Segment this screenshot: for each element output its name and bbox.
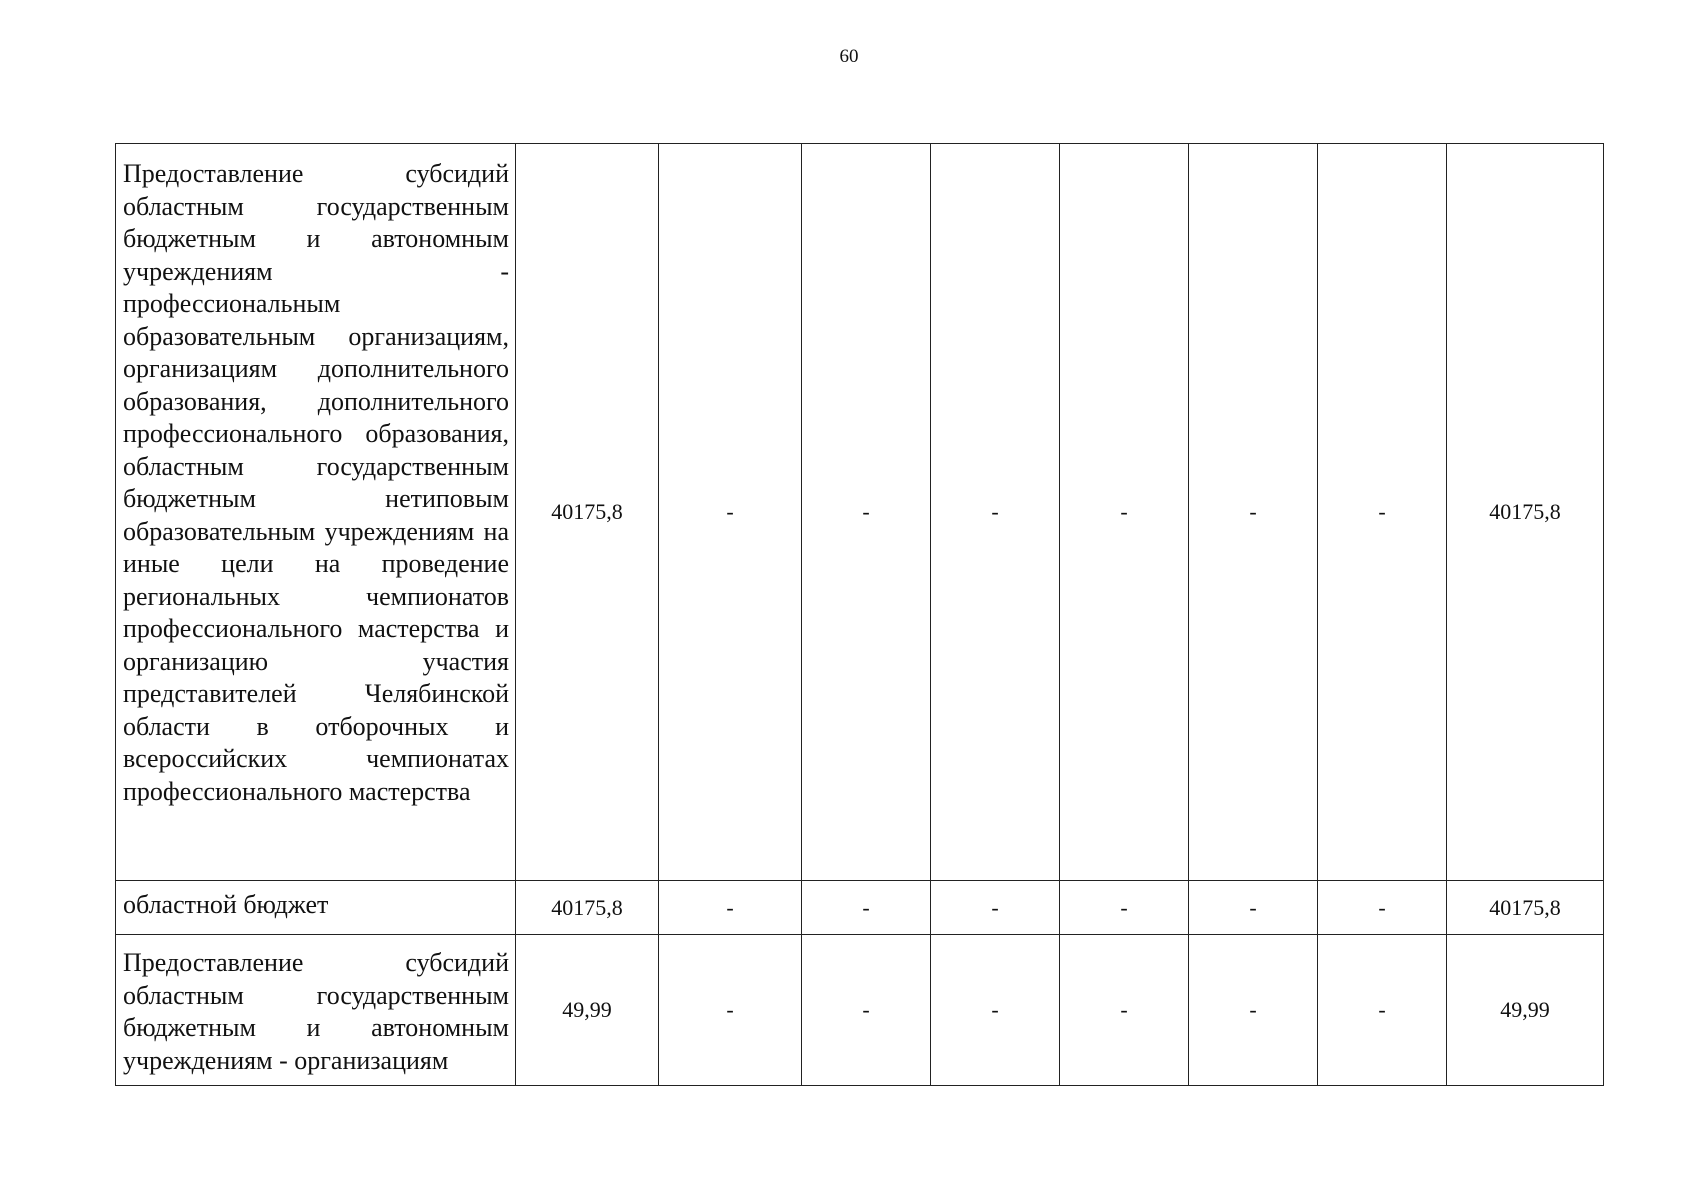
value-cell: - (931, 935, 1060, 1086)
value-cell: - (1060, 144, 1189, 881)
value-cell: - (1189, 144, 1318, 881)
total-cell: 49,99 (1447, 935, 1604, 1086)
value-cell: - (1060, 881, 1189, 935)
value-cell: - (931, 881, 1060, 935)
value-cell: - (1189, 881, 1318, 935)
value-cell: - (931, 144, 1060, 881)
row-description: Предоставление субсидий областным государственным бюджетным и автономным учреждениям - организациям (123, 948, 509, 1075)
budget-table (115, 143, 1604, 1086)
value-cell: 40175,8 (516, 144, 659, 881)
table-row (116, 144, 1604, 881)
value-cell: - (1060, 935, 1189, 1086)
value-cell: 49,99 (516, 935, 659, 1086)
value-cell: - (659, 881, 802, 935)
value-cell: - (802, 935, 931, 1086)
value-cell: - (1189, 935, 1318, 1086)
value-cell: 40175,8 (516, 881, 659, 935)
row-description: Предоставление субсидий областным государственным бюджетным и автономным учреждениям - профессиональным образовательным организациям, организациям дополнительного образования, дополнительного профессионального образования, областным государственным бюджетным нетиповым образовательным учреждениям на иные цели на проведение региональных чемпионатов профессионального мастерства и организацию участия представителей Челябинской области в отборочных и всероссийских чемпионатах профессионального мастерства (116, 144, 516, 881)
value-cell: - (659, 935, 802, 1086)
page-number: 60 (839, 46, 859, 67)
value-cell: - (1318, 935, 1447, 1086)
total-cell: 40175,8 (1447, 881, 1604, 935)
row-description-cell (116, 935, 516, 1086)
row-description: областной бюджет (116, 881, 516, 935)
table-row (116, 935, 1604, 1086)
value-cell: - (1318, 144, 1447, 881)
value-cell: - (802, 144, 931, 881)
value-cell: - (1318, 881, 1447, 935)
table-row (116, 881, 1604, 935)
total-cell: 40175,8 (1447, 144, 1604, 881)
value-cell: - (802, 881, 931, 935)
value-cell: - (659, 144, 802, 881)
